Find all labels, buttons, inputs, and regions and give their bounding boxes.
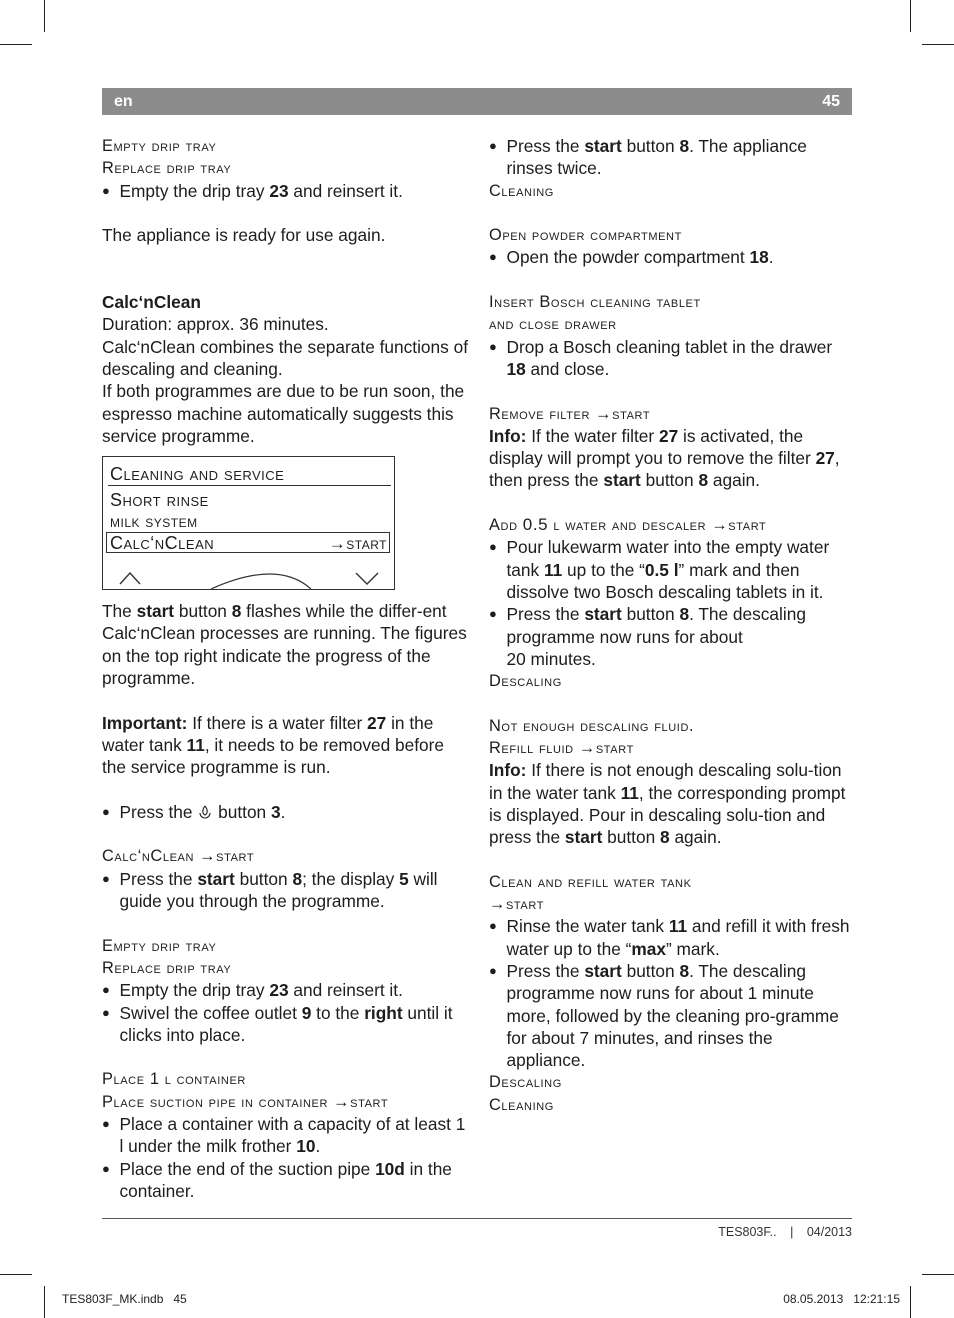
display-message: Empty drip tray xyxy=(102,137,217,155)
page-number: 45 xyxy=(822,93,840,110)
page-footer xyxy=(718,1225,852,1239)
page-header-bar xyxy=(102,88,852,115)
publication-date: 04/2013 xyxy=(806,1225,852,1239)
display-message: Cleaning xyxy=(489,1095,554,1114)
crop-mark xyxy=(0,44,32,45)
bullet-item: ● Press the start button 8. The descaling programme now runs for about 1 minute more, followed by the cleaning pro-gramme for about 7 minutes, and rinses the appliance. xyxy=(489,960,854,1071)
display-message: Replace drip tray xyxy=(102,159,232,178)
display-message: Descaling xyxy=(489,672,562,691)
display-message: Open powder compartment xyxy=(489,226,682,245)
crop-mark xyxy=(910,1286,911,1318)
display-message: Not enough descaling fluid. xyxy=(489,716,695,735)
display-arc xyxy=(211,574,311,589)
display-divider xyxy=(108,485,391,486)
bullet-item: ● Place a container with a capacity of at least 1 l under the milk frother 10. xyxy=(102,1113,472,1158)
left-column xyxy=(102,135,472,1202)
display-start-label: →start xyxy=(328,534,387,554)
crop-mark xyxy=(922,44,954,45)
chevron-up-icon xyxy=(120,573,140,584)
bullet-item: ● Press the button 3. xyxy=(102,801,472,823)
right-column xyxy=(489,135,854,1116)
crop-mark xyxy=(44,0,45,32)
display-message: Refill fluid →start xyxy=(489,739,634,758)
paragraph: The start button 8 flashes while the differ-ent Calc‘nClean processes are running. The figures on the top right indicate the progress of the programme. xyxy=(102,601,467,689)
paragraph: Calc‘nClean combines the separate functions of descaling and cleaning. xyxy=(102,336,468,379)
display-message: →start xyxy=(489,895,545,914)
display-message: Empty drip tray xyxy=(102,936,217,955)
bullet-item: ● Drop a Bosch cleaning tablet in the drawer 18 and close. xyxy=(489,336,854,381)
footer-rule xyxy=(102,1218,852,1219)
bullet-item: ● Pour lukewarm water into the empty water tank 11 up to the “0.5 l” mark and then dissolve two Bosch descaling tablets in it. xyxy=(489,536,854,603)
bullet-item: ● Open the powder compartment 18. xyxy=(489,246,854,268)
bullet-item: ● Press the start button 8; the display 5 will guide you through the programme. xyxy=(102,868,472,913)
paragraph: The appliance is ready for use again. xyxy=(102,225,386,246)
crop-mark xyxy=(922,1274,954,1275)
bullet-item: ● Press the start button 8. The appliance rinses twice. xyxy=(489,135,854,180)
section-heading: Calc‘nClean xyxy=(102,292,201,313)
display-line: Calc‘nClean xyxy=(110,533,215,554)
bullet-item: ● Rinse the water tank 11 and refill it with fresh water up to the “max” mark. xyxy=(489,915,854,960)
display-message: Remove filter →start xyxy=(489,404,651,423)
display-line: milk system xyxy=(110,512,198,532)
paragraph: Important: If there is a water filter 27 in the water tank 11, it needs to be removed before the service programme is run. xyxy=(102,712,445,778)
paragraph: If both programmes are due to be run soon, the espresso machine automatically suggests this service programme. xyxy=(102,381,465,446)
footer-separator: | xyxy=(790,1225,794,1239)
display-message: Calc‘nClean →start xyxy=(102,847,255,866)
bullet-item: ● Swivel the coffee outlet 9 to the right until it clicks into place. xyxy=(102,1002,472,1047)
bullet-item: ● Empty the drip tray 23 and reinsert it. xyxy=(102,979,472,1001)
display-line: Short rinse xyxy=(110,490,209,511)
display-message: Descaling xyxy=(489,1073,562,1092)
info-paragraph: Info: If the water filter 27 is activated, the display will prompt you to remove the filter 27, then press the start button 8 again. xyxy=(489,425,840,491)
display-message: Clean and refill water tank xyxy=(489,872,692,891)
display-line: Cleaning and service xyxy=(110,464,285,485)
bullet-item: ● Empty the drip tray 23 and reinsert it. xyxy=(102,180,472,202)
paragraph: Duration: approx. 36 minutes. xyxy=(102,314,329,335)
crop-mark xyxy=(44,1286,45,1318)
info-paragraph: Info: If there is not enough descaling solu-tion in the water tank 11, the corresponding prompt is displayed. Pour in descaling solu-tion and press the start button 8 again. xyxy=(489,760,846,848)
display-message: and close drawer xyxy=(489,315,617,334)
bullet-item: ● Place the end of the suction pipe 10d in the container. xyxy=(102,1158,472,1203)
model-number: TES803F.. xyxy=(718,1225,777,1239)
bullet-item: ● Press the start button 8. The descaling programme now runs for about 20 minutes. xyxy=(489,603,854,670)
display-message: Cleaning xyxy=(489,181,554,200)
display-message: Place 1 l container xyxy=(102,1070,246,1089)
crop-mark xyxy=(0,1274,32,1275)
display-message: Add 0.5 l water and descaler →start xyxy=(489,515,767,535)
display-illustration xyxy=(102,456,395,590)
display-message: Insert Bosch cleaning tablet xyxy=(489,293,701,312)
display-navigation-icons xyxy=(103,565,394,589)
language-code: en xyxy=(114,93,133,110)
chevron-down-icon xyxy=(356,573,378,584)
care-icon xyxy=(197,804,213,820)
display-message: Replace drip tray xyxy=(102,958,232,977)
print-slug-file: TES803F_MK.indb 45 xyxy=(62,1292,187,1306)
display-message: Place suction pipe in container →start xyxy=(102,1092,389,1111)
crop-mark xyxy=(910,0,911,32)
print-slug-timestamp: 08.05.2013 12:21:15 xyxy=(783,1292,900,1306)
